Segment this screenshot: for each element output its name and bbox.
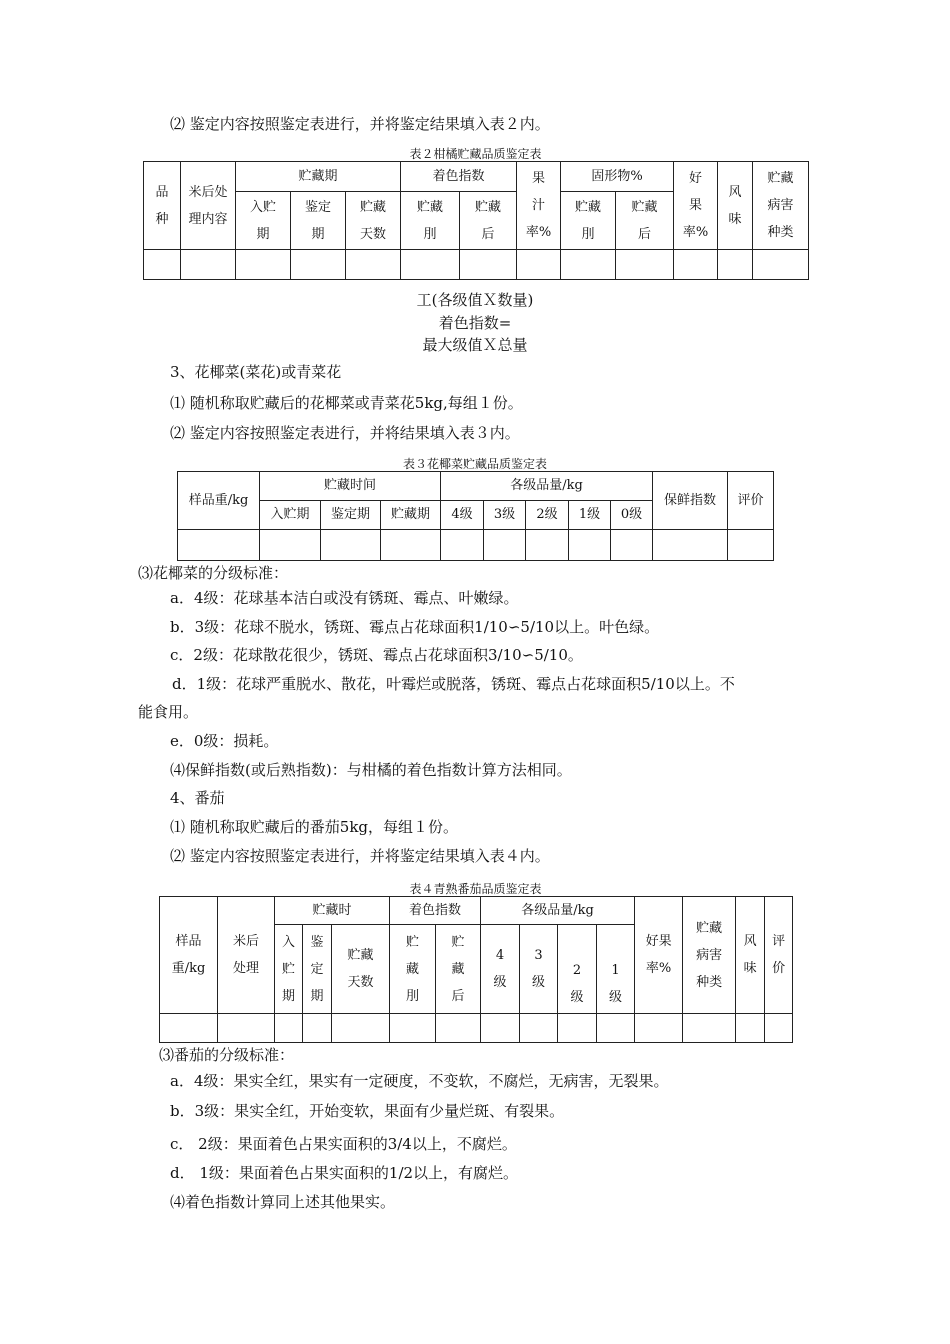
subheader-grade-3: 3 级 — [520, 925, 558, 1014]
subheader-grade-1: 1 级 — [597, 925, 635, 1014]
paragraph-line: b．3级：花球不脱水，锈斑、霉点占花球面积1/10∽5/10以上。叶色绿。 — [170, 618, 660, 636]
paragraph-line: ⑵ 鉴定内容按照鉴定表进行，并将鉴定结果填入表４内。 — [170, 847, 550, 865]
paragraph-line: ⑶花椰菜的分级标准： — [138, 564, 289, 582]
subheader-inspection: 鉴定 期 — [291, 192, 346, 250]
header-flavor: 风 味 — [718, 162, 753, 250]
header-grade-amounts: 各级品量/kg — [441, 472, 653, 501]
header-good-fruit-rate: 好 果 率% — [674, 162, 718, 250]
paragraph-line: ⑴ 随机称取贮藏后的花椰菜或青菜花5kg,每组１份。 — [170, 394, 523, 412]
paragraph-line: ⑷保鲜指数(或后熟指数)：与柑橘的着色指数计算方法相同。 — [170, 761, 572, 779]
subheader-color-before: 贮藏 刖 — [401, 192, 460, 250]
header-freshness-index: 保鲜指数 — [653, 472, 728, 530]
formula-numerator: 工(各级值Ｘ数量) — [416, 291, 534, 309]
subheader-grade-0: 0级 — [611, 501, 653, 530]
paragraph-line: c．2级：花球散花很少，锈斑、霉点占花球面积3/10∽5/10。 — [170, 646, 583, 664]
header-storage-time: 贮藏时间 — [260, 472, 441, 501]
subheader-grade-4: 4 级 — [481, 925, 520, 1014]
header-variety: 品 种 — [144, 162, 181, 250]
header-color-index: 着色指数 — [401, 162, 517, 192]
table-row — [160, 1014, 793, 1043]
subheader-days: 贮藏 天数 — [346, 192, 401, 250]
paragraph-line: a．4级：果实全红，果实有一定硬度，不变软，不腐烂，无病害，无裂果。 — [170, 1072, 669, 1090]
table-caption: 表３花椰菜贮藏品质鉴定表 — [402, 457, 547, 471]
subheader-grade-1: 1级 — [569, 501, 611, 530]
paragraph-line: ⑴ 随机称取贮藏后的番茄5kg，每组１份。 — [170, 818, 459, 836]
subheader-storage: 贮藏期 — [381, 501, 441, 530]
header-disease-type: 贮藏 病害 种类 — [683, 897, 736, 1014]
header-storage-period: 贮藏期 — [236, 162, 401, 192]
subheader-grade-4: 4级 — [441, 501, 484, 530]
subheader-inspection: 鉴定期 — [321, 501, 381, 530]
table-caption: 表２柑橘贮藏品质鉴定表 — [409, 147, 542, 161]
header-flavor: 风 味 — [736, 897, 765, 1014]
paragraph-line: 能食用。 — [138, 703, 199, 721]
cauliflower-quality-table — [177, 471, 774, 561]
table-row — [178, 530, 774, 561]
subheader-color-after: 贮 藏 后 — [436, 925, 481, 1014]
subheader-color-before: 贮 藏 刖 — [390, 925, 436, 1014]
subheader-entry: 入贮 期 — [236, 192, 291, 250]
subheader-color-after: 贮藏 后 — [460, 192, 517, 250]
subheader-solids-after: 贮藏 后 — [616, 192, 674, 250]
header-post-harvest: 米后处 理内容 — [181, 162, 236, 250]
header-storage-time: 贮藏时 — [275, 897, 390, 925]
header-evaluation: 评价 — [728, 472, 774, 530]
subheader-grade-2: 2 级 — [558, 925, 597, 1014]
section-heading: 3、花椰菜(菜花)或青菜花 — [170, 363, 342, 381]
subheader-days: 贮藏 天数 — [332, 925, 390, 1014]
paragraph-line: a．4级：花球基本洁白或没有锈斑、霉点、叶嫩绿。 — [170, 589, 519, 607]
header-sample-weight: 样品 重/kg — [160, 897, 218, 1014]
tomato-quality-table — [159, 896, 793, 1043]
formula-denominator: 最大级值Ｘ总量 — [422, 336, 528, 354]
paragraph-line: e．0级：损耗。 — [170, 732, 279, 750]
paragraph-line: ⑵ 鉴定内容按照鉴定表进行，并将鉴定结果填入表２内。 — [170, 115, 550, 133]
header-grade-amounts: 各级品量/kg — [481, 897, 635, 925]
subheader-solids-before: 贮藏 刖 — [561, 192, 616, 250]
subheader-inspection: 鉴 定 期 — [303, 925, 332, 1014]
header-juice-rate: 果 汁 率% — [517, 162, 561, 250]
formula-label: 着色指数= — [438, 314, 512, 332]
subheader-grade-2: 2级 — [526, 501, 569, 530]
paragraph-line: ⑵ 鉴定内容按照鉴定表进行，并将结果填入表３内。 — [170, 424, 520, 442]
paragraph-line: c． 2级：果面着色占果实面积的3/4以上，不腐烂。 — [170, 1135, 517, 1153]
header-solids: 固形物% — [561, 162, 674, 192]
paragraph-line: ⑶番茄的分级标准： — [159, 1046, 295, 1064]
paragraph-line: ⑷着色指数计算同上述其他果实。 — [170, 1193, 396, 1211]
paragraph-line: d． 1级：果面着色占果实面积的1/2以上，有腐烂。 — [170, 1164, 519, 1182]
header-color-index: 着色指数 — [390, 897, 481, 925]
citrus-quality-table — [143, 161, 809, 280]
table-caption: 表４青熟番茄品质鉴定表 — [409, 882, 542, 896]
paragraph-line: d．1级：花球严重脱水、散花，叶霉烂或脱落，锈斑、霉点占花球面积5/10以上。不 — [172, 675, 735, 693]
header-post-harvest: 米后 处理 — [218, 897, 275, 1014]
header-sample-weight: 样品重/kg — [178, 472, 260, 530]
subheader-grade-3: 3级 — [484, 501, 526, 530]
section-heading: 4、番茄 — [170, 789, 225, 807]
subheader-entry: 入贮期 — [260, 501, 321, 530]
table-row — [144, 250, 809, 280]
header-good-fruit-rate: 好果 率% — [635, 897, 683, 1014]
header-evaluation: 评 价 — [765, 897, 793, 1014]
header-disease-type: 贮藏 病害 种类 — [753, 162, 809, 250]
paragraph-line: b．3级：果实全红，开始变软，果面有少量烂斑、有裂果。 — [170, 1102, 565, 1120]
subheader-entry: 入 贮 期 — [275, 925, 303, 1014]
